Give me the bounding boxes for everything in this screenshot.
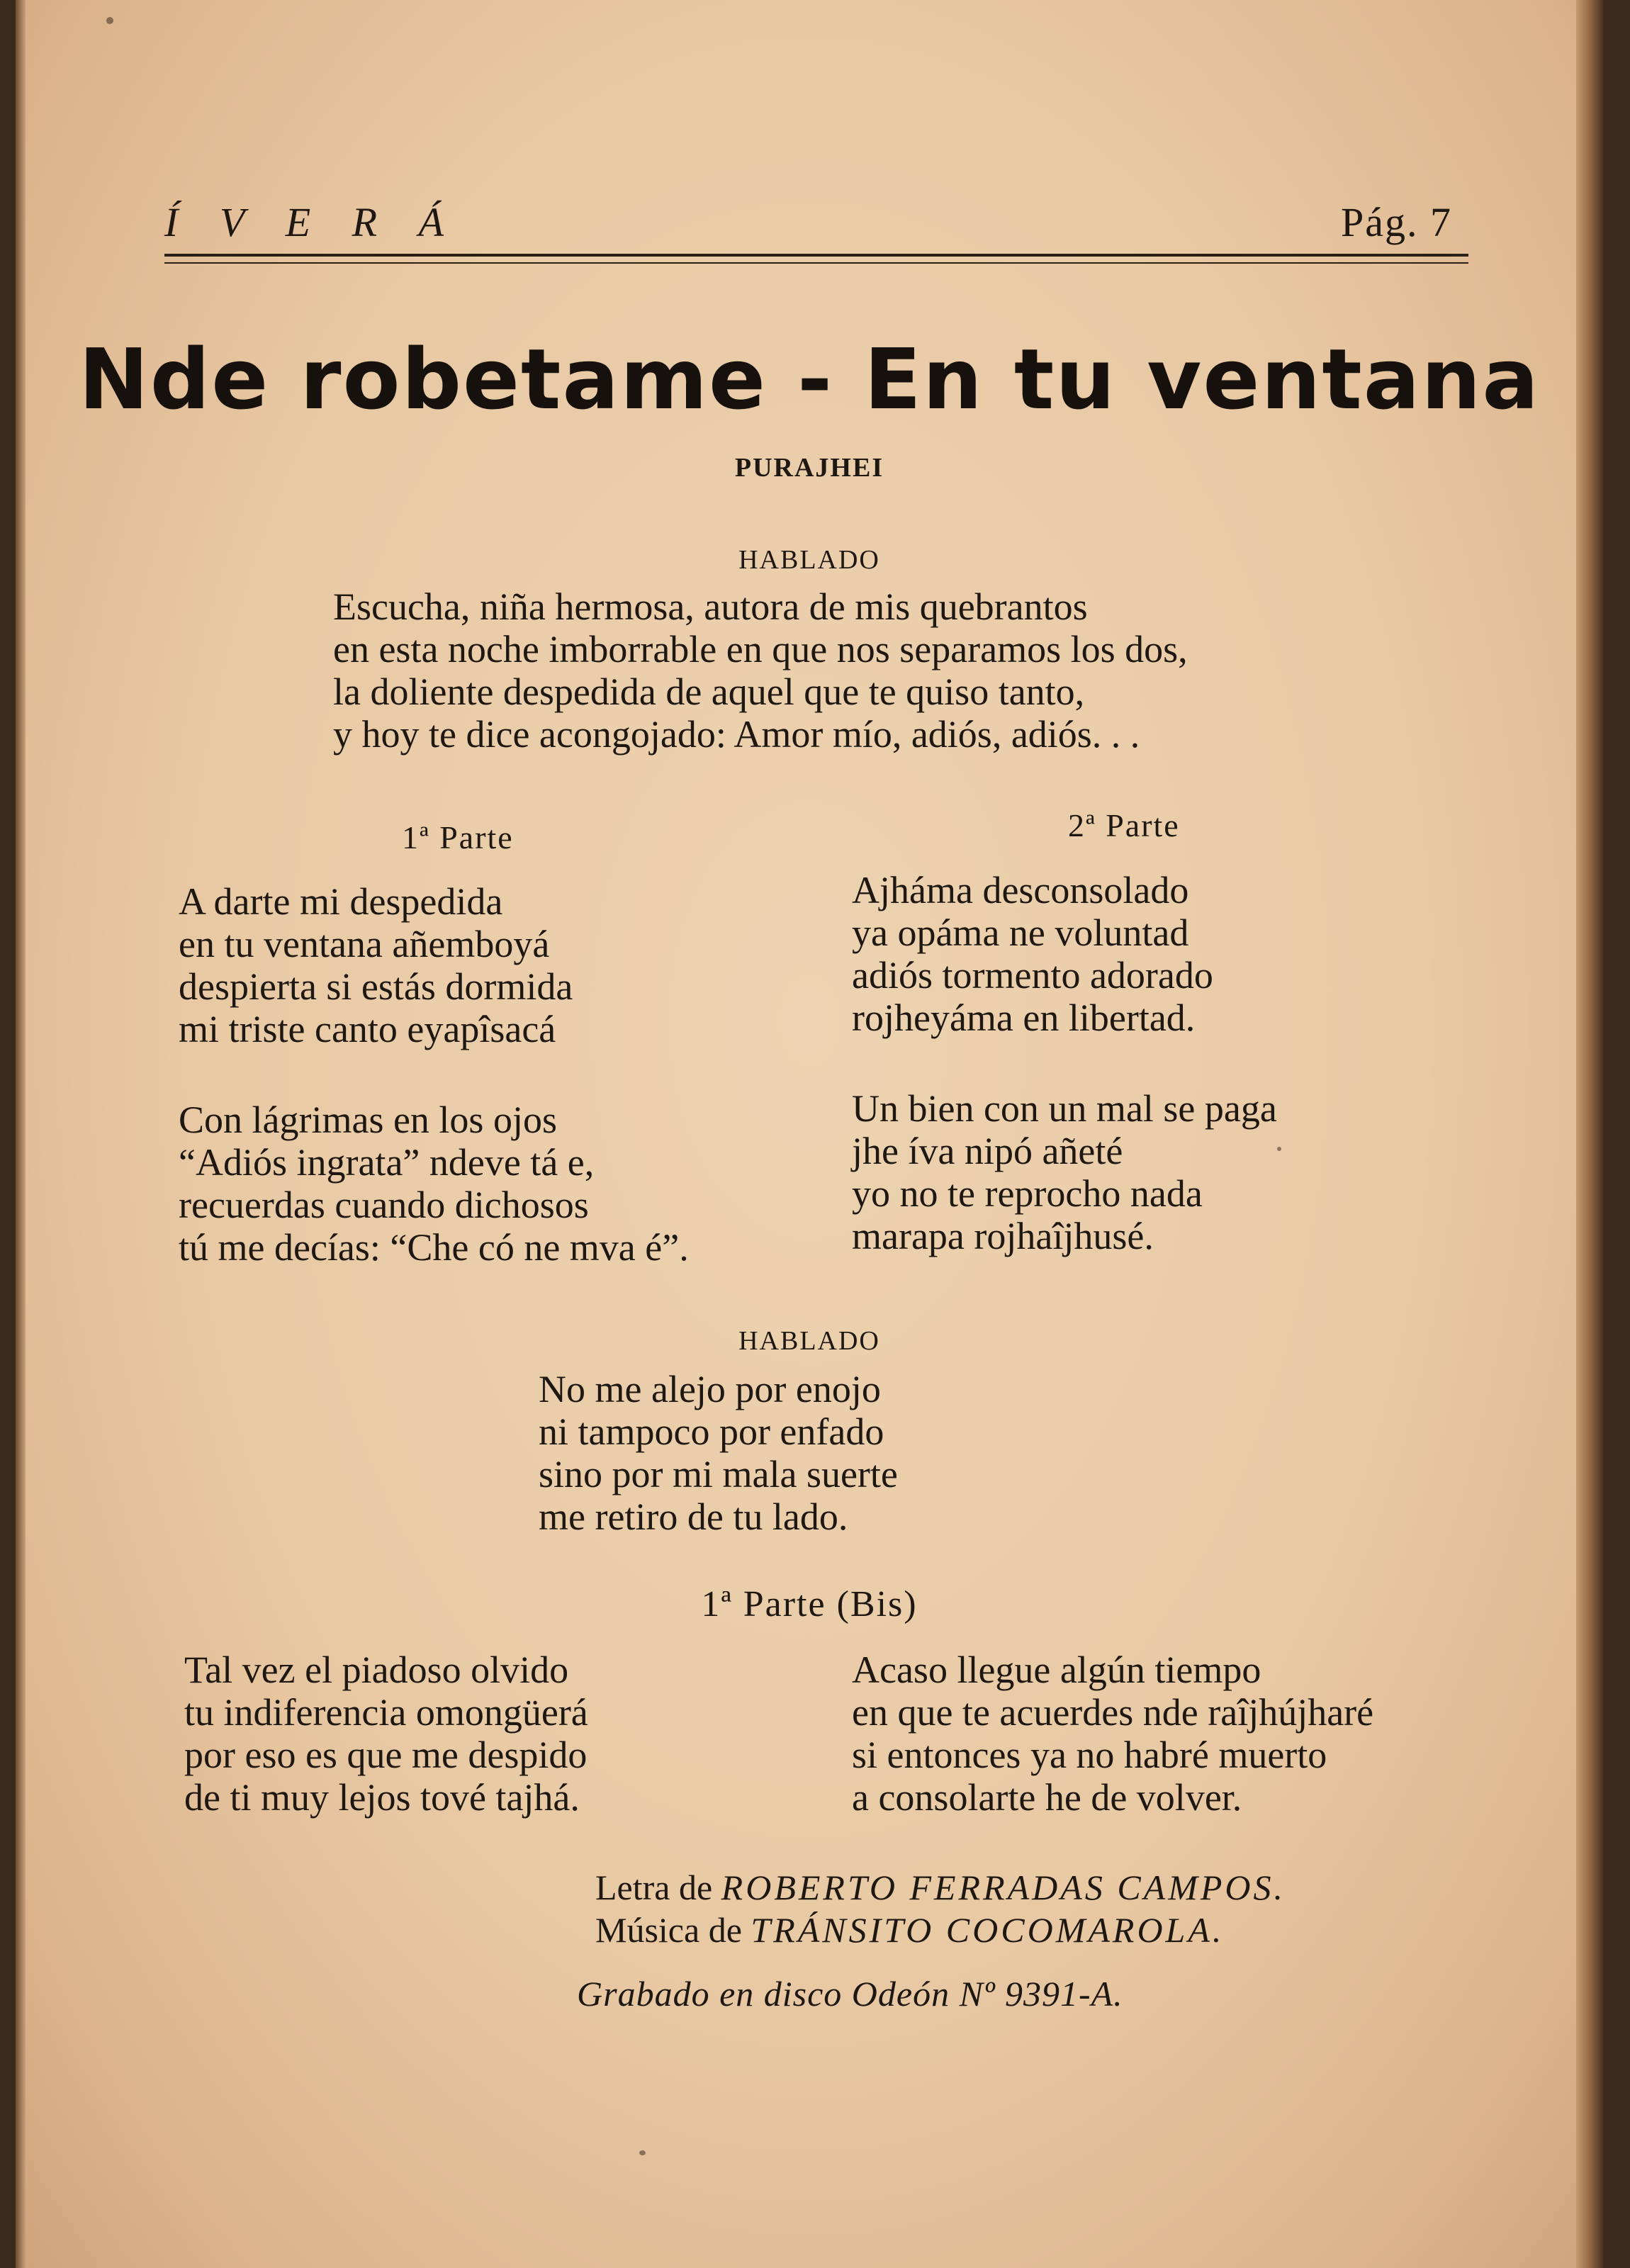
bis-stanza-left [184,1649,588,1819]
verse-line: ni tampoco por enfado [539,1410,884,1453]
verse-line: en esta noche imborrable en que nos separamos los dos, [333,628,1188,670]
verse-line: jhe íva nipó añeté [852,1130,1123,1172]
part1-stanza-1 [179,880,573,1050]
hablado-label-2: HABLADO [738,1326,880,1356]
verse-line: No me alejo por enojo [539,1368,881,1410]
verse-line: recuerdas cuando dichosos [179,1184,589,1226]
book-page [16,0,1603,2268]
header-rule-thick [164,254,1468,257]
verse-line: adiós tormento adorado [852,954,1213,997]
verse-line: marapa rojhaîjhusé. [852,1215,1154,1257]
verse-line: Acaso llegue algún tiempo [852,1649,1261,1691]
song-genre: PURAJHEI [734,453,884,483]
verse-line: en que te acuerdes nde raîjhújharé [852,1691,1374,1734]
song-title: Nde robetame - En tu ventana [78,330,1541,428]
credit-music-name: TRÁNSITO COCOMAROLA. [751,1910,1225,1950]
paper-speck [1277,1147,1281,1151]
verse-line: tu indiferencia omongüerá [184,1691,588,1734]
header-rule-thin [164,262,1468,264]
paper-speck [106,17,113,24]
hablado-label-1: HABLADO [738,545,880,575]
verse-line: en tu ventana añemboyá [179,923,550,965]
verse-line: a consolarte he de volver. [852,1776,1242,1819]
recording-note: Grabado en disco Odeón Nº 9391-A. [577,1974,1123,2014]
publication-name: Í V E R Á [164,199,459,245]
verse-line: A darte mi despedida [179,880,503,923]
verse-line: me retiro de tu lado. [539,1495,848,1538]
verse-line: Escucha, niña hermosa, autora de mis quebrantos [333,585,1088,628]
verse-line: la doliente despedida de aquel que te quiso tanto, [333,670,1085,713]
verse-line: y hoy te dice acongojado: Amor mío, adiós, adiós. . . [333,713,1140,756]
part2-stanza-2 [852,1087,1277,1257]
hablado-verse [539,1368,898,1538]
verse-line: si entonces ya no habré muerto [852,1734,1327,1776]
verse-line: sino por mi mala suerte [539,1453,898,1495]
bis-stanza-right [852,1649,1373,1819]
verse-line: ya opáma ne voluntad [852,911,1189,954]
part2-heading: 2ª Parte [1068,807,1180,843]
verse-line: Ajháma desconsolado [852,869,1189,911]
part1-heading: 1ª Parte [402,819,514,855]
verse-line: de ti muy lejos tové tajhá. [184,1776,580,1819]
verse-line: “Adiós ingrata” ndeve tá e, [179,1141,595,1184]
credit-music [595,1909,1224,1950]
credit-lyrics [595,1867,1286,1908]
verse-line: Con lágrimas en los ojos [179,1099,557,1141]
paper-speck [639,2150,646,2155]
verse-line: rojheyáma en libertad. [852,997,1196,1039]
credit-lyrics-name: ROBERTO FERRADAS CAMPOS. [721,1868,1286,1907]
verse-line: por eso es que me despido [184,1734,588,1776]
credit-music-label: Música de [595,1910,742,1950]
verse-line: mi triste canto eyapîsacá [179,1008,556,1050]
part1-bis-heading: 1ª Parte (Bis) [701,1584,918,1624]
credit-lyrics-label: Letra de [595,1868,713,1907]
verse-line: Tal vez el piadoso olvido [184,1649,569,1691]
part1-stanza-2 [179,1099,689,1269]
verse-line: yo no te reprocho nada [852,1172,1203,1215]
intro-verse [333,585,1188,756]
verse-line: despierta si estás dormida [179,965,573,1008]
verse-line: tú me decías: “Che có ne mva é”. [179,1226,689,1269]
page-number: Pág. 7 [1341,199,1452,245]
verse-line: Un bien con un mal se paga [852,1087,1277,1130]
part2-stanza-1 [852,869,1213,1039]
